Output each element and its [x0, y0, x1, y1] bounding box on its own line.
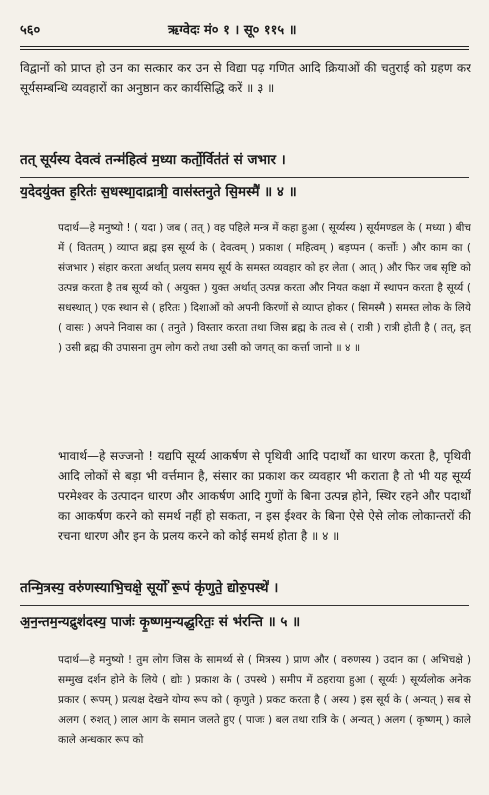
header-rule-double [20, 49, 469, 50]
mantra-5-line-1: तन्मि॒त्रस्य॒ वरु॑णस्याभि॒चक्षे॒ सूर्यो॑ रू॒पं कृ॑णुते॒ द्योरु॒पस्थे॑ । [20, 580, 279, 596]
header-rule [20, 46, 469, 47]
padartha-4: पदार्थ—हे मनुष्यो ! ( यदा ) जब ( तत् ) वह पहिले मन्त्र में कहा हुआ ( सूर्य्यस्य ) सूर्यमण्डल के ( मध्या ) बीच में ( विततम् ) व्याप्त ब्रह्म इस सूर्य्य के ( देवत्वम् ) प्रकाश ( महित्वम् ) बड़प्पन ( कर्त्तोः ) और काम का ( संजभार ) संहार करता अर्थात् प्रलय समय सूर्य के समस्त व्यवहार को हर लेता ( आत् ) और फिर जब सृष्टि को उत्पन्न करता है तब सूर्य्य को ( अयुक्त ) युक्त अर्थात् उत्पन्न करता और नियत कक्षा में स्थापन करता है सूर्य्य ( सधस्थात् ) एक स्थान से ( हरितः ) दिशाओं को अपनी किरणों से व्याप्त होकर ( सिमस्मै ) समस्त लोक के लिये ( वासः ) अपने निवास का ( तनुते ) विस्तार करता तथा जिस ब्रह्म के तत्व से ( रात्री ) रात्री होती है ( तत्, इत् ) उसी ब्रह्म की उपासना तुम लोग करो तथा उसी को जगत् का कर्त्ता जानो ॥ ४ ॥ [58, 222, 471, 354]
bhavartha-4: भावार्थ—हे सज्जनो ! यद्यपि सूर्य्य आकर्षण से पृथिवी आदि पदार्थों का धारण करता है, पृथिवी आदि लोकों से बड़ा भी वर्त्तमान है, संसार का प्रकाश कर व्यवहार भी कराता है तो भी यह सूर्य्य परमेश्वर के उत्पादन धारण और आकर्षण आदि गुणों के बिना उत्पन्न होने, स्थिर रहने और पदार्थों का आकर्षण करने को समर्थ नहीं हो सकता, न इस ईश्वर के बिना ऐसे ऐसे लोक लोकान्तरों की रचना धारण और इन के प्रलय करने को कोई समर्थ होता है ॥ ४ ॥ [58, 449, 471, 543]
previous-bhavartha-ending: विद्वानों को प्राप्त हो उन का सत्कार कर उन से विद्या पढ़ गणित आदि क्रियाओं की चतुराई को ग्रहण कर सूर्यसम्बन्धि व्यवहारों का अनुष्ठान कर कार्यसिद्धि करें ॥ ३ ॥ [20, 61, 471, 95]
mantra-4-line-1: तत् सूर्यस्य देवत्वं तन्म॑हित्वं म॒ध्या कर्तो॒र्वित॑तं सं जभार । [20, 152, 286, 168]
page-header [20, 20, 469, 42]
page-number: ५६० [20, 23, 41, 38]
mantra-4-line-2: य॒देदयु॑क्त ह॒रितः॑ स॒धस्था॒दाद्रात्री॒ वास॑स्तनुते सि॒मस्मै॑ ॥ ४ ॥ [20, 184, 297, 200]
mantra-5-line-2: अ॒न॒न्तम॒न्यद्रुश॑दस्य॒ पाजः॑ कृ॒ष्णम॒न्यद्ध॒रितः॒ सं भ॑रन्ति ॥ ५ ॥ [20, 614, 301, 630]
section-reference: ऋग्वेदः मं० १ । सू० ११५ ॥ [168, 23, 297, 38]
padartha-5: पदार्थ—हे मनुष्यो ! तुम लोग जिस के सामर्थ्य से ( मित्रस्य ) प्राण और ( वरुणस्य ) उदान का ( अभिचक्षे ) सम्मुख दर्शन होने के लिये ( द्योः ) प्रकाश के ( उपस्थे ) समीप में ठहराया हुआ ( सूर्य्यः ) सूर्य्यलोक अनेक प्रकार ( रूपम् ) प्रत्यक्ष देखने योग्य रूप को ( कृणुते ) प्रकट करता है ( अस्य ) इस सूर्य के ( अन्यत् ) सब से अलग ( रुशत् ) लाल आग के समान जलते हुए ( पाजः ) बल तथा रात्रि के ( अन्यत् ) अलग ( कृष्णम् ) काले काले अन्धकार रूप को [58, 654, 471, 746]
mantra-4-divider [20, 177, 469, 178]
mantra-5-divider [20, 605, 469, 606]
